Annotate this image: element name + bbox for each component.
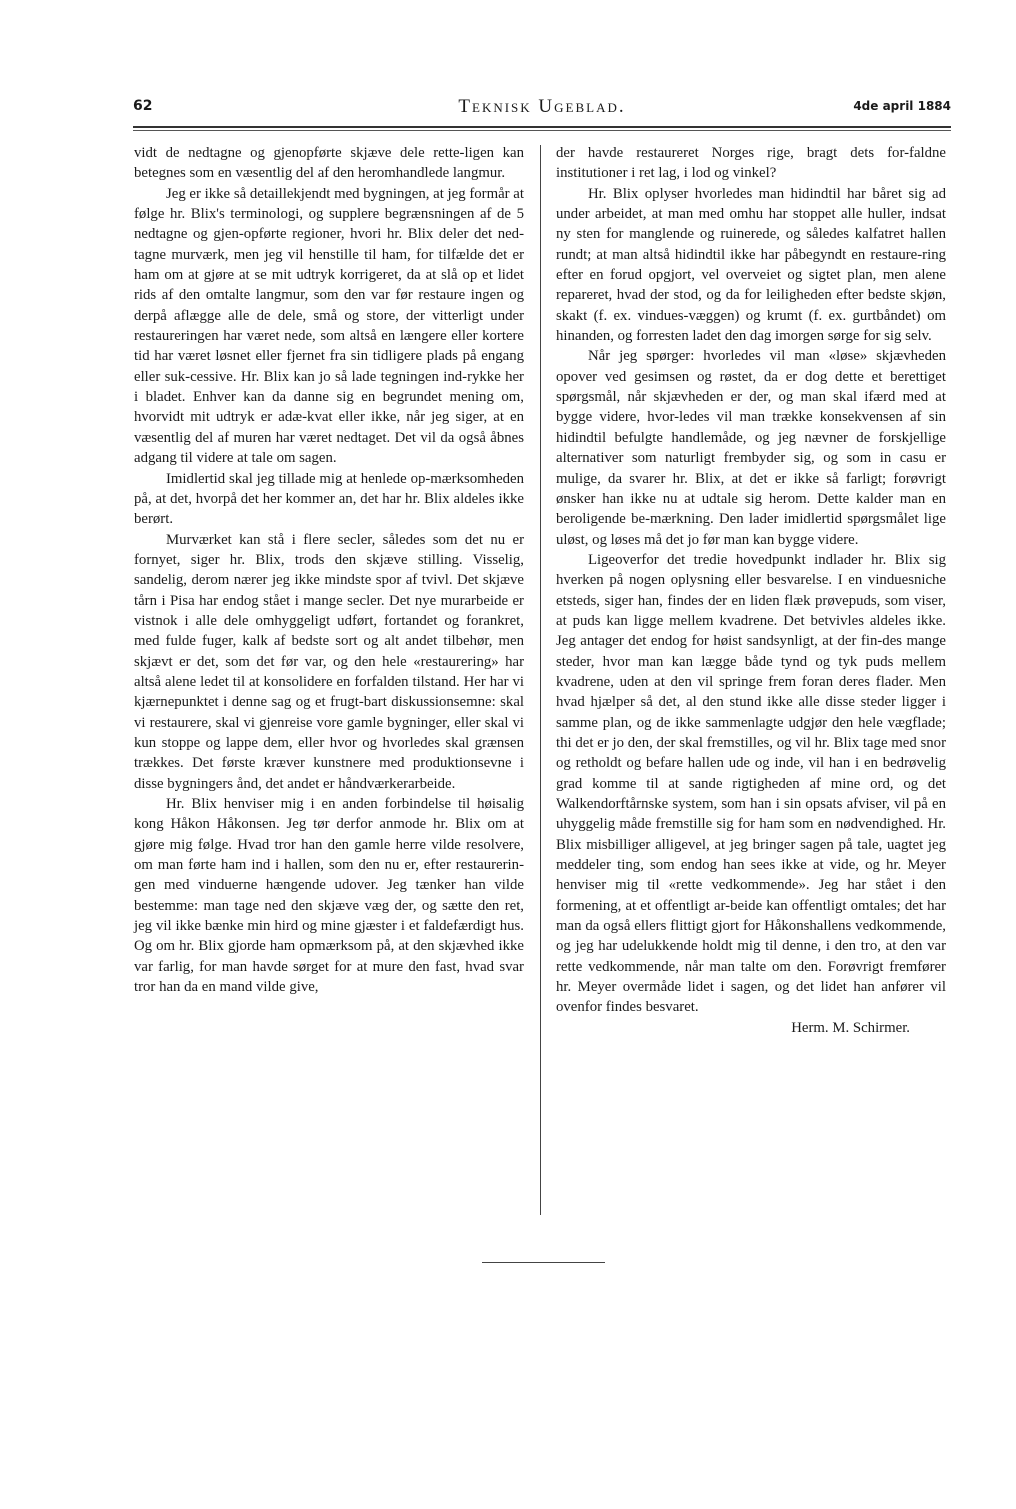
paragraph: Imidlertid skal jeg tillade mig at henlede op-mærksomheden på, at det, hvorpå det her kommer an, det har hr. Blix aldeles ikke berørt. — [134, 470, 524, 528]
column-divider — [540, 145, 541, 1215]
paragraph: Når jeg spørger: hvorledes vil man «løse» skjævheden opover ved gesimsen og røstet, da er dog dette et berettiget spørgsmål, når skjævheden er der, og man skal ifærd med at bygge videre, hvor-ledes vil man trække konsekvensen af sin hidindtil befulgte handlemåde, og jeg nævner de forskjellige alternativer som naturligt frembyder sig, og som in casu er mulige, da svarer hr. Blix, at det er ikke så farligt; forøvrigt ønsker han ikke nu at udtale sig herom. Dette kalder man en beroligende be-mærkning. Den lader imidlertid spørgsmålet lige uløst, og løses må det jo før man kan bygge videre. — [556, 348, 946, 548]
paragraph: Hr. Blix oplyser hvorledes man hidindtil har båret sig ad under arbeidet, at man med omhu har stoppet alle huller, indsat ny sten for manglende og ruinerede, og således kalfatret hallen rundt; at man altså hidindtil ikke har påbegyndt en restaure-ring efter en forud opgjort, vel overveiet og sigtet plan, men alene repareret, hvad der stod, og da for leiligheden efter bedste skjøn, skakt (f. ex. vindues-væggen) og krumt (f. ex. gurtbåndet) om hinanden, og forresten ladet den dag imorgen sørge for sig selv. — [556, 185, 946, 345]
page-number: 62 — [133, 98, 153, 114]
paragraph: Jeg er ikke så detaillekjendt med bygningen, at jeg formår at følge hr. Blix's terminologi, og supplere begrænsningen af de 5 nedtagne og gjen-opførte regioner, hvori hr. Blix deler det ned-tagne murværk, men jeg vil henstille til ham, for tilfælde det er ham om at gjøre at se mit udtryk korrigeret, da at slå op et lidet rids af den omtalte langmur, som den var før restaure ingen og derpå aflægge alle de dele, små og store, der vitterligt under restaureringen har været nede, som altså en længere eller kortere tid har været løsnet eller fjernet fra sin tidligere plads på engang eller suk-cessive. Hr. Blix kan jo så lade tegningen ind-rykke her i bladet. Enhver kan da danne sig en begrundet mening om, hvorvidt mit udtryk er adæ-kvat eller ikke, når jeg siger, at en væsentlig del af muren har været nedtaget. Det vil da også åbnes adgang til videre at tale om sagen. — [134, 185, 524, 467]
paragraph: Hr. Blix henviser mig i en anden forbindelse til høisalig kong Håkon Håkonsen. Jeg tør derfor anmode hr. Blix om at gjøre mig følge. Hvad tror han den gamle herre vilde resolvere, om man førte ham ind i hallen, som den nu er, efter restaurerin-gen med vinduerne hængende udover. Jeg tænker han vilde bestemme: man tage ned den skjæve væg der, og sætte den ret, jeg vil ikke bænke min hird og mine gjæster i et faldefærdigt hus. Og om hr. Blix gjorde ham opmærksom på, at den skjævhed ikke var farlig, for man havde sørget for at mure den fast, hvad svar tror han da en mand vilde give, — [134, 796, 524, 996]
paragraph: der havde restaureret Norges rige, bragt dets for-faldne institutioner i ret lag, i lod og vinkel? — [556, 145, 946, 182]
page-header — [133, 96, 951, 122]
signature: Herm. M. Schirmer. — [791, 1019, 910, 1036]
header-rule-thin — [133, 130, 951, 131]
end-rule — [482, 1262, 605, 1263]
journal-title: Teknisk Ugeblad. — [458, 96, 626, 117]
issue-date: 4de april 1884 — [853, 99, 951, 113]
paragraph: vidt de nedtagne og gjenopførte skjæve dele rette-ligen kan betegnes som en væsentlig del af den heromhandlede langmur. — [134, 145, 524, 182]
paragraph: Murværket kan stå i flere secler, således som det nu er fornyet, siger hr. Blix, trods den skjæve stilling. Visselig, sandelig, derom nærer jeg ikke mindste spor af tvivl. Det skjæve tårn i Pisa har endog stået i mange secler. Det nye murarbeide er vistnok i alle dele omhyggeligt udført, fortandet og forankret, med fulde fuger, kalk af bedste sort og alt andet tilbehør, men skjævt er det, som det før var, og den hele «restaurering» har altså alene ledet til at konsolidere en forfalden tilstand. Her har vi kjærnepunktet i denne sag og et frugt-bart diskussionsemne: skal vi restaurere, skal vi gjenreise vore gamle bygninger, eller skal vi kun stoppe og lappe dem, eller hvor og hvorledes skal grænsen trækkes. Det første kræver kunstnere med produktionsevne i disse bygningers ånd, det andet er håndværkerarbeide. — [134, 531, 524, 792]
left-column — [134, 143, 524, 997]
header-rule — [133, 126, 951, 128]
right-column — [556, 143, 946, 1038]
paragraph: Ligeoverfor det tredie hovedpunkt indlader hr. Blix sig hverken på nogen oplysning eller besvarelse. I en vinduesniche etsteds, siger han, findes der en liden flæk prøvepuds, som viser, at puds kan ligge mellem kvadrene. Det betvivles aldeles ikke. Jeg antager det endog for høist sandsynligt, at der fin-des mange steder, hvor man kan lægge både tynd og tyk puds mellem kvadrene, uden at den vil springe frem foran deres flader. Men hvad hjælper så det, al den stund ikke alle disse steder ligger i samme plan, og de ikke sammenlagte udgjør den hele vægflade; thi det er jo den, der skal fremstilles, og vil hr. Blix tage med snor og retholdt og befare hallen ude og inde, vil han i en bedrøvelig grad komme til at sande rigtigheden af mine ord, og det Walkendorftårnske system, som han i sin opsats afviser, vil på en uhyggelig måde fremstille sig for ham som en nødvendighed. Hr. Blix misbilliger alligevel, at jeg bringer sagen på tale, uagtet jeg meddeler ting, som endog han sees ikke at vide, og hr. Meyer henviser mig til «rette vedkommende». Jeg har stået i den formening, at et offentligt ar-beide kan offentligt omtales; det har man da også ellers flittigt gjort for Håkonshallens vedkommende, og jeg har udelukkende holdt mig til denne, i den tro, at den var rette vedkommende, når man talte om den. Forøvrigt fremfører hr. Meyer overmåde lidet i sagen, og det lidet han anfører vil ovenfor findes besvaret. — [556, 551, 946, 1016]
